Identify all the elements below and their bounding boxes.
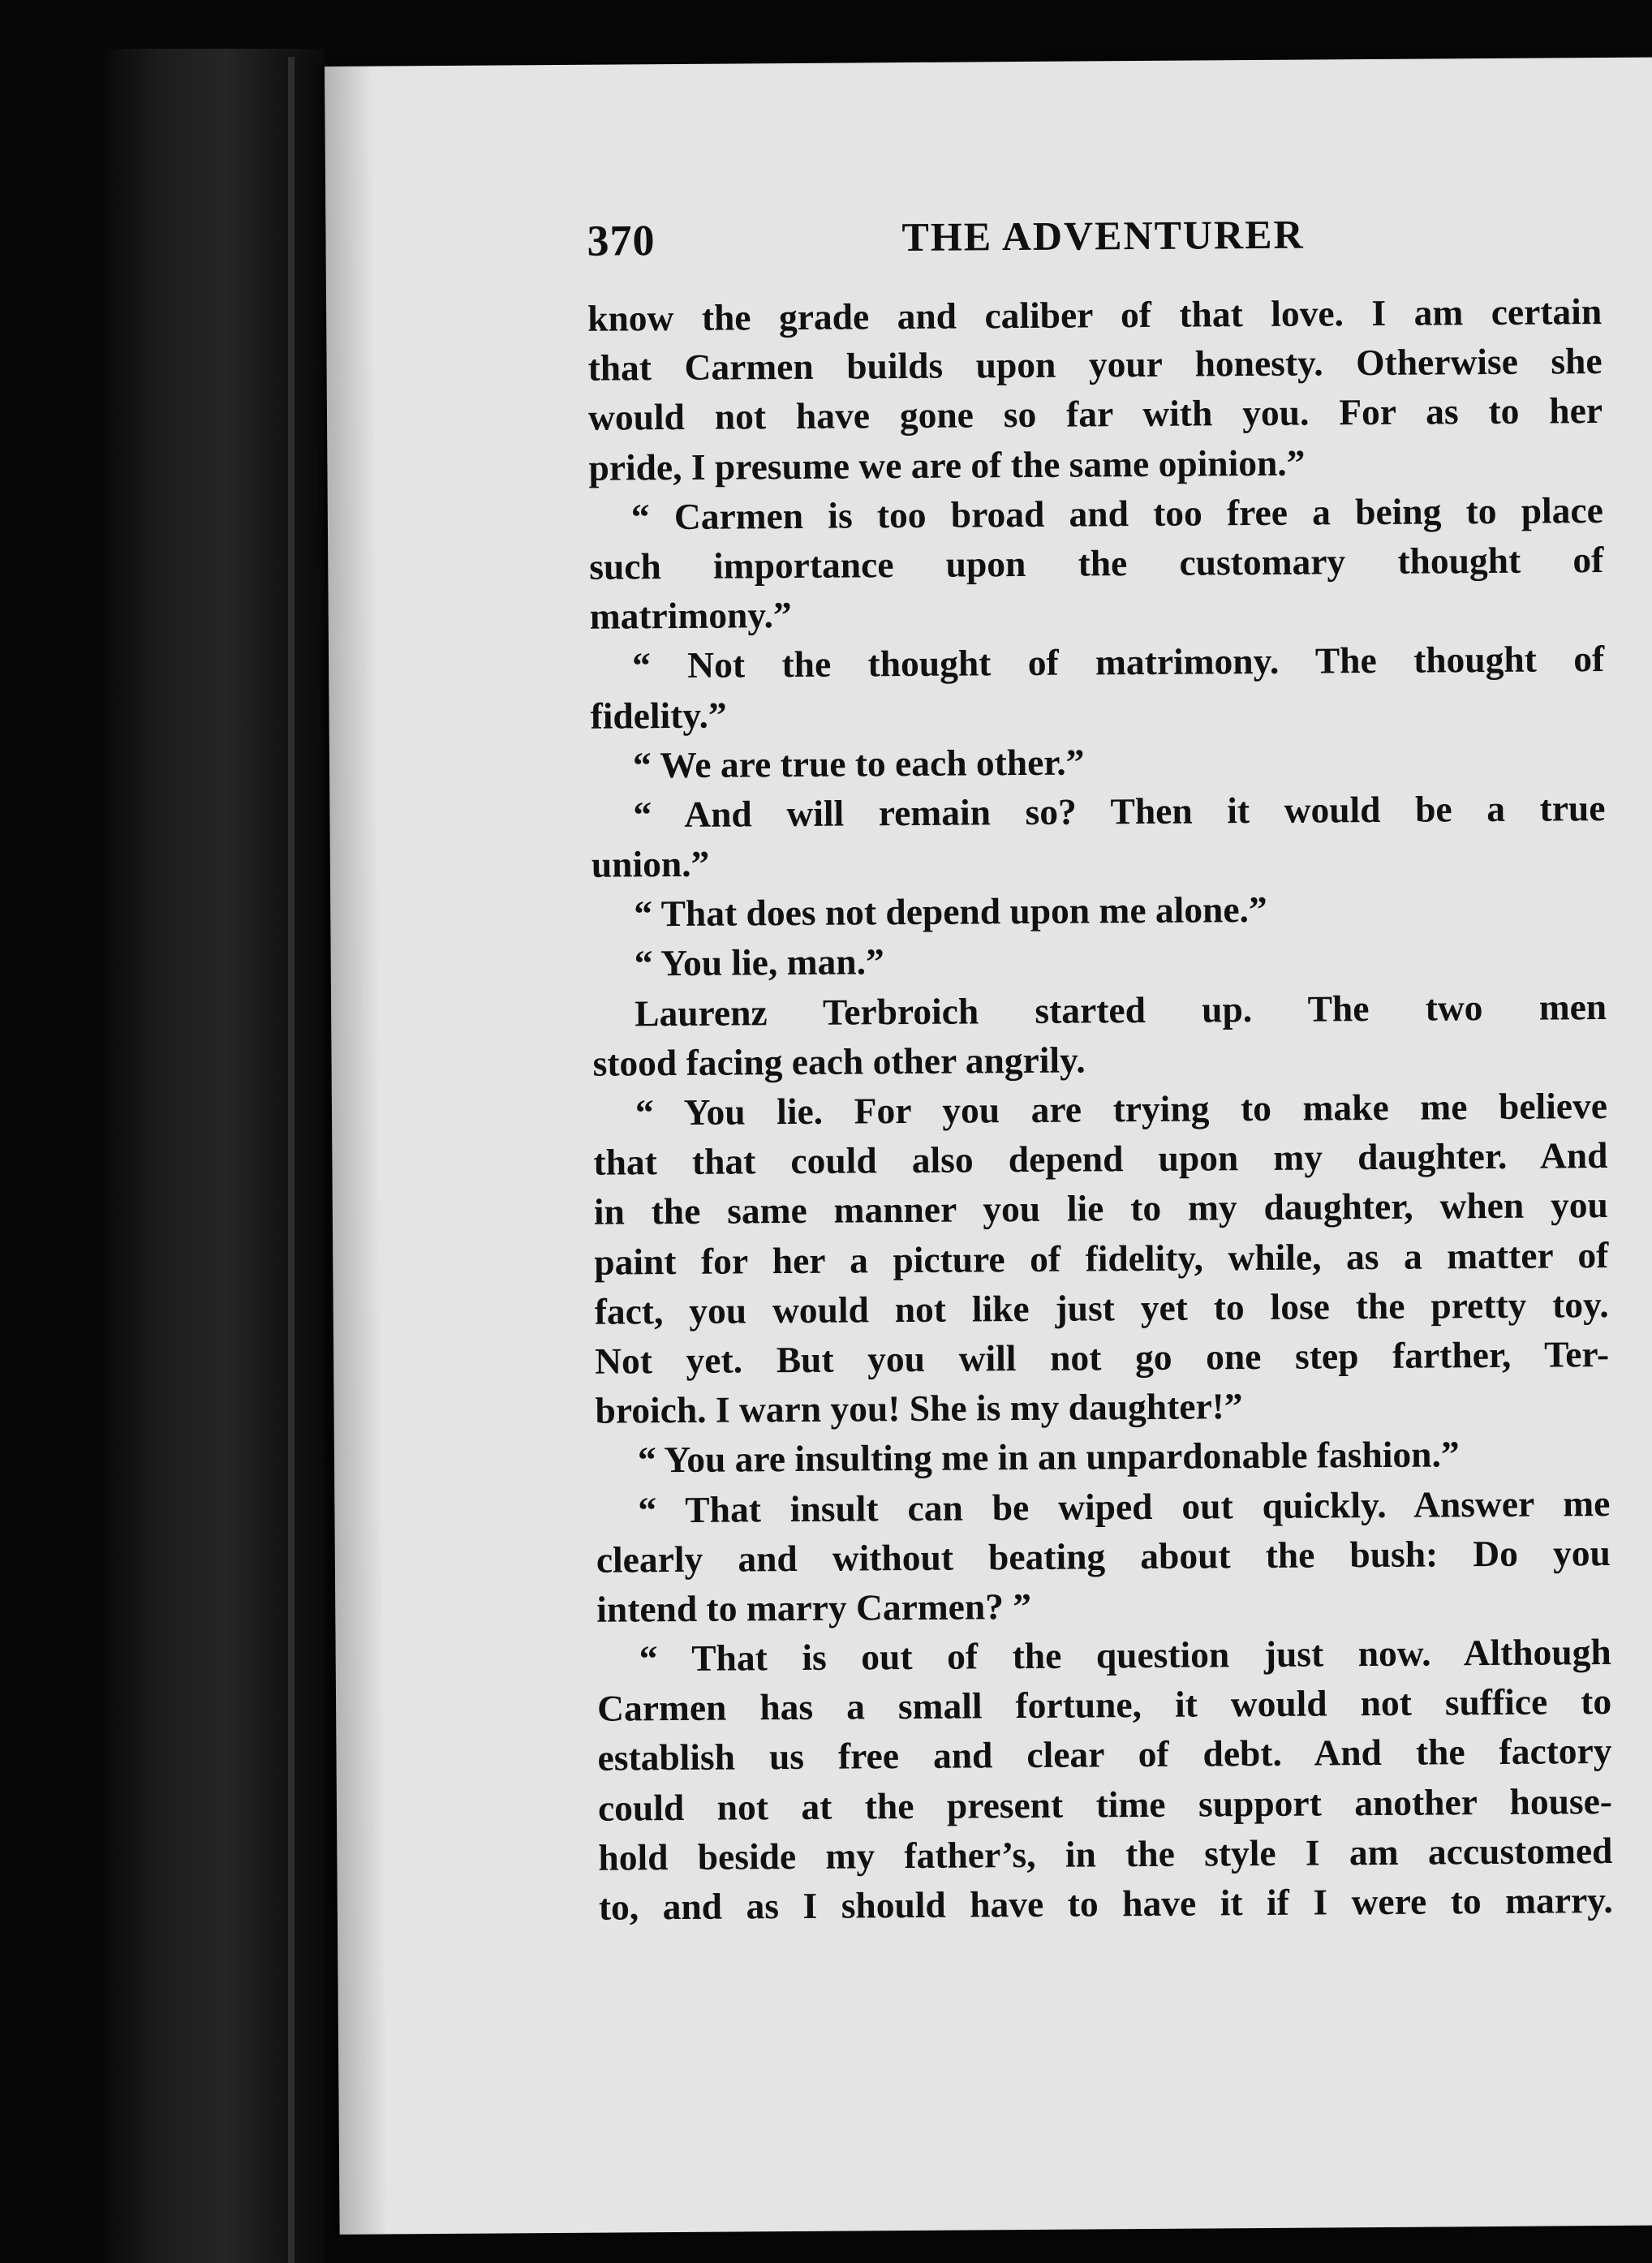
book-page — [325, 58, 1652, 2235]
text-line: could not at the present time support another house- — [597, 1779, 1613, 1829]
text-line: establish us free and clear of debt. And the factory — [597, 1730, 1612, 1779]
text-line: would not have gone so far with you. For as to her — [587, 389, 1603, 439]
body-text — [587, 286, 1613, 1932]
page-header — [587, 209, 1642, 281]
text-line: Carmen has a small fortune, it would not suffice to — [596, 1680, 1612, 1729]
text-line: hold beside my father’s, in the style I am accustomed — [598, 1829, 1613, 1878]
text-line: “ You lie, man.” — [634, 940, 884, 984]
text-line: Not yet. But you will not go one step farther, Ter- — [594, 1332, 1610, 1382]
text-line: “ We are true to each other.” — [632, 741, 1085, 786]
text-line: fact, you would not like just yet to lose the pretty toy. — [594, 1283, 1609, 1332]
text-line: to, and as I should have to have it if I were to marry. — [598, 1878, 1613, 1928]
text-line: “ That insult can be wiped out quickly. Answer me — [638, 1482, 1611, 1530]
text-line: “ That does not depend upon me alone.” — [634, 888, 1267, 935]
text-line: broich. I warn you! She is my daughter!” — [595, 1385, 1243, 1431]
text-line: Laurenz Terbroich started up. The two men — [634, 985, 1607, 1034]
text-line: fidelity.” — [590, 694, 727, 737]
text-line: intend to marry Carmen? ” — [596, 1585, 1032, 1630]
text-line: know the grade and caliber of that love. I am certain — [587, 290, 1603, 339]
text-line: pride, I presume we are of the same opinion.” — [588, 441, 1306, 488]
text-line: “ Carmen is too broad and too free a being to place — [630, 488, 1604, 538]
page-number: 370 — [587, 216, 656, 265]
text-line: stood facing each other angrily. — [592, 1039, 1086, 1084]
text-line: paint for her a picture of fidelity, while, as a matter of — [594, 1233, 1609, 1283]
spine-edge — [288, 57, 295, 2263]
text-line: union.” — [591, 842, 710, 885]
text-line: “ You lie. For you are trying to make me believe — [635, 1084, 1608, 1134]
text-line: in the same manner you lie to my daughter, when you — [593, 1184, 1609, 1233]
text-line: such importance upon the customary thought of — [589, 538, 1604, 587]
text-line: “ Not the thought of matrimony. The thought of — [631, 638, 1605, 686]
text-line: that that could also depend upon my daughter. And — [593, 1134, 1608, 1183]
text-line: that Carmen builds upon your honesty. Otherwise she — [587, 340, 1603, 389]
text-line: “ You are insulting me in an unpardonable fashion.” — [637, 1433, 1460, 1481]
text-line: matrimony.” — [589, 594, 792, 637]
running-title: THE ADVENTURER — [901, 211, 1305, 260]
text-line: “ That is out of the question just now. Although — [639, 1631, 1611, 1680]
text-line: “ And will remain so? Then it would be a true — [633, 786, 1606, 836]
text-line: clearly and without beating about the bush: Do you — [596, 1531, 1611, 1581]
